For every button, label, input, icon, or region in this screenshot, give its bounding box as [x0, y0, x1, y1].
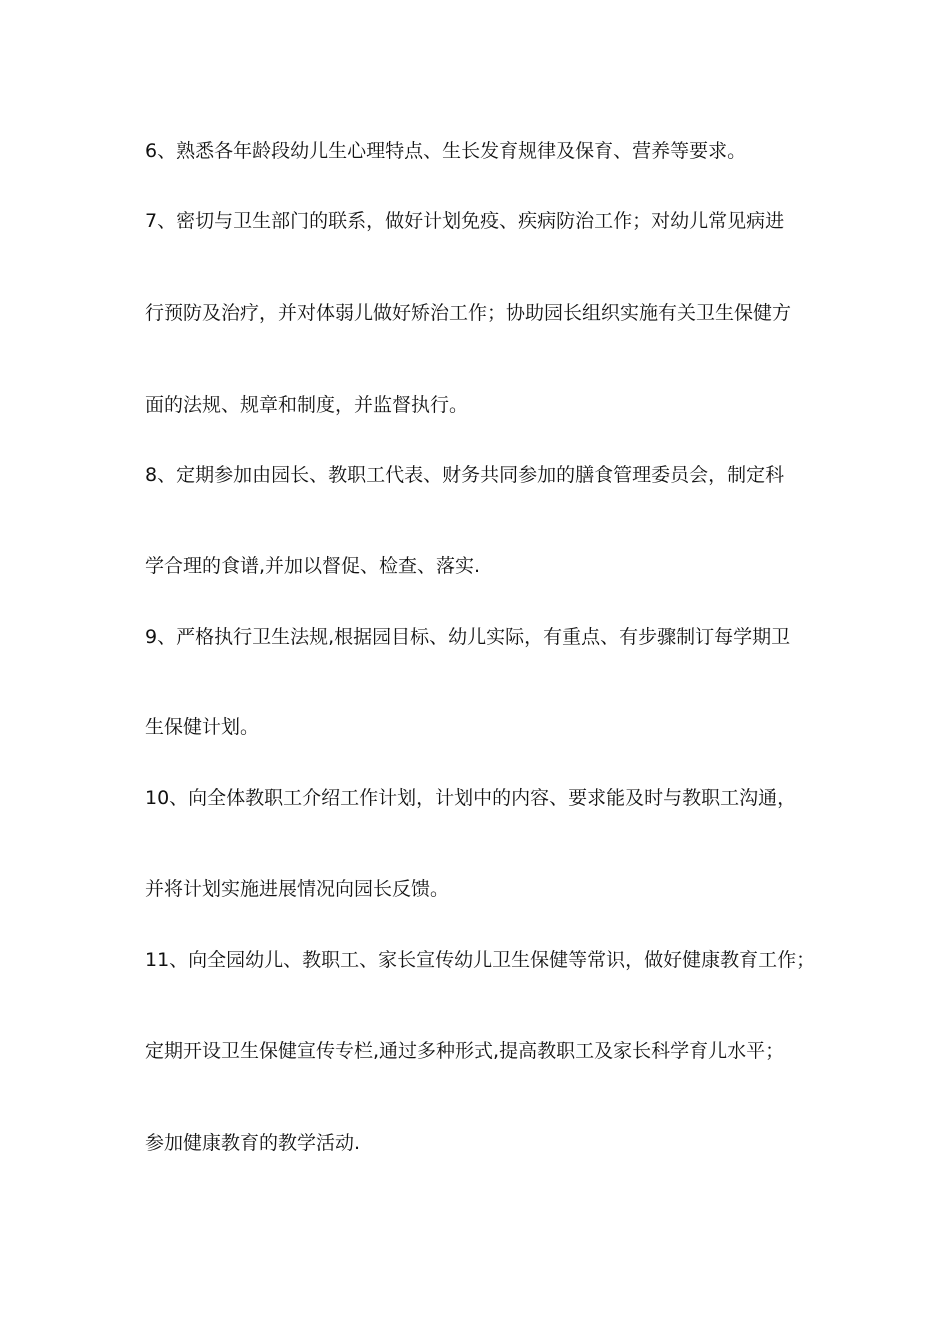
text-line-item9-a: 9、严格执行卫生法规,根据园目标、幼儿实际，有重点、有步骤制订每学期卫 — [145, 626, 791, 648]
text-line-item11-b: 定期开设卫生保健宣传专栏,通过多种形式,提高教职工及家长科学育儿水平； — [145, 1040, 785, 1062]
text-line-item8-a: 8、定期参加由园长、教职工代表、财务共同参加的膳食管理委员会，制定科 — [145, 464, 785, 486]
text-line-item6: 6、熟悉各年龄段幼儿生心理特点、生长发育规律及保育、营养等要求。 — [145, 140, 747, 162]
text-line-item7-a: 7、密切与卫生部门的联系，做好计划免疫、疾病防治工作；对幼儿常见病进 — [145, 210, 785, 232]
text-line-item10-b: 并将计划实施进展情况向园长反馈。 — [145, 878, 450, 900]
text-line-item11-a: 11、向全园幼儿、教职工、家长宣传幼儿卫生保健等常识，做好健康教育工作； — [145, 949, 816, 971]
text-line-item7-c: 面的法规、规章和制度，并监督执行。 — [145, 394, 469, 416]
text-line-item11-c: 参加健康教育的教学活动. — [145, 1132, 361, 1154]
text-line-item7-b: 行预防及治疗，并对体弱儿做好矫治工作；协助园长组织实施有关卫生保健方 — [145, 302, 792, 324]
text-line-item9-b: 生保健计划。 — [145, 716, 260, 738]
text-line-item10-a: 10、向全体教职工介绍工作计划，计划中的内容、要求能及时与教职工沟通， — [145, 787, 797, 809]
text-line-item8-b: 学合理的食谱,并加以督促、检查、落实. — [145, 555, 481, 577]
